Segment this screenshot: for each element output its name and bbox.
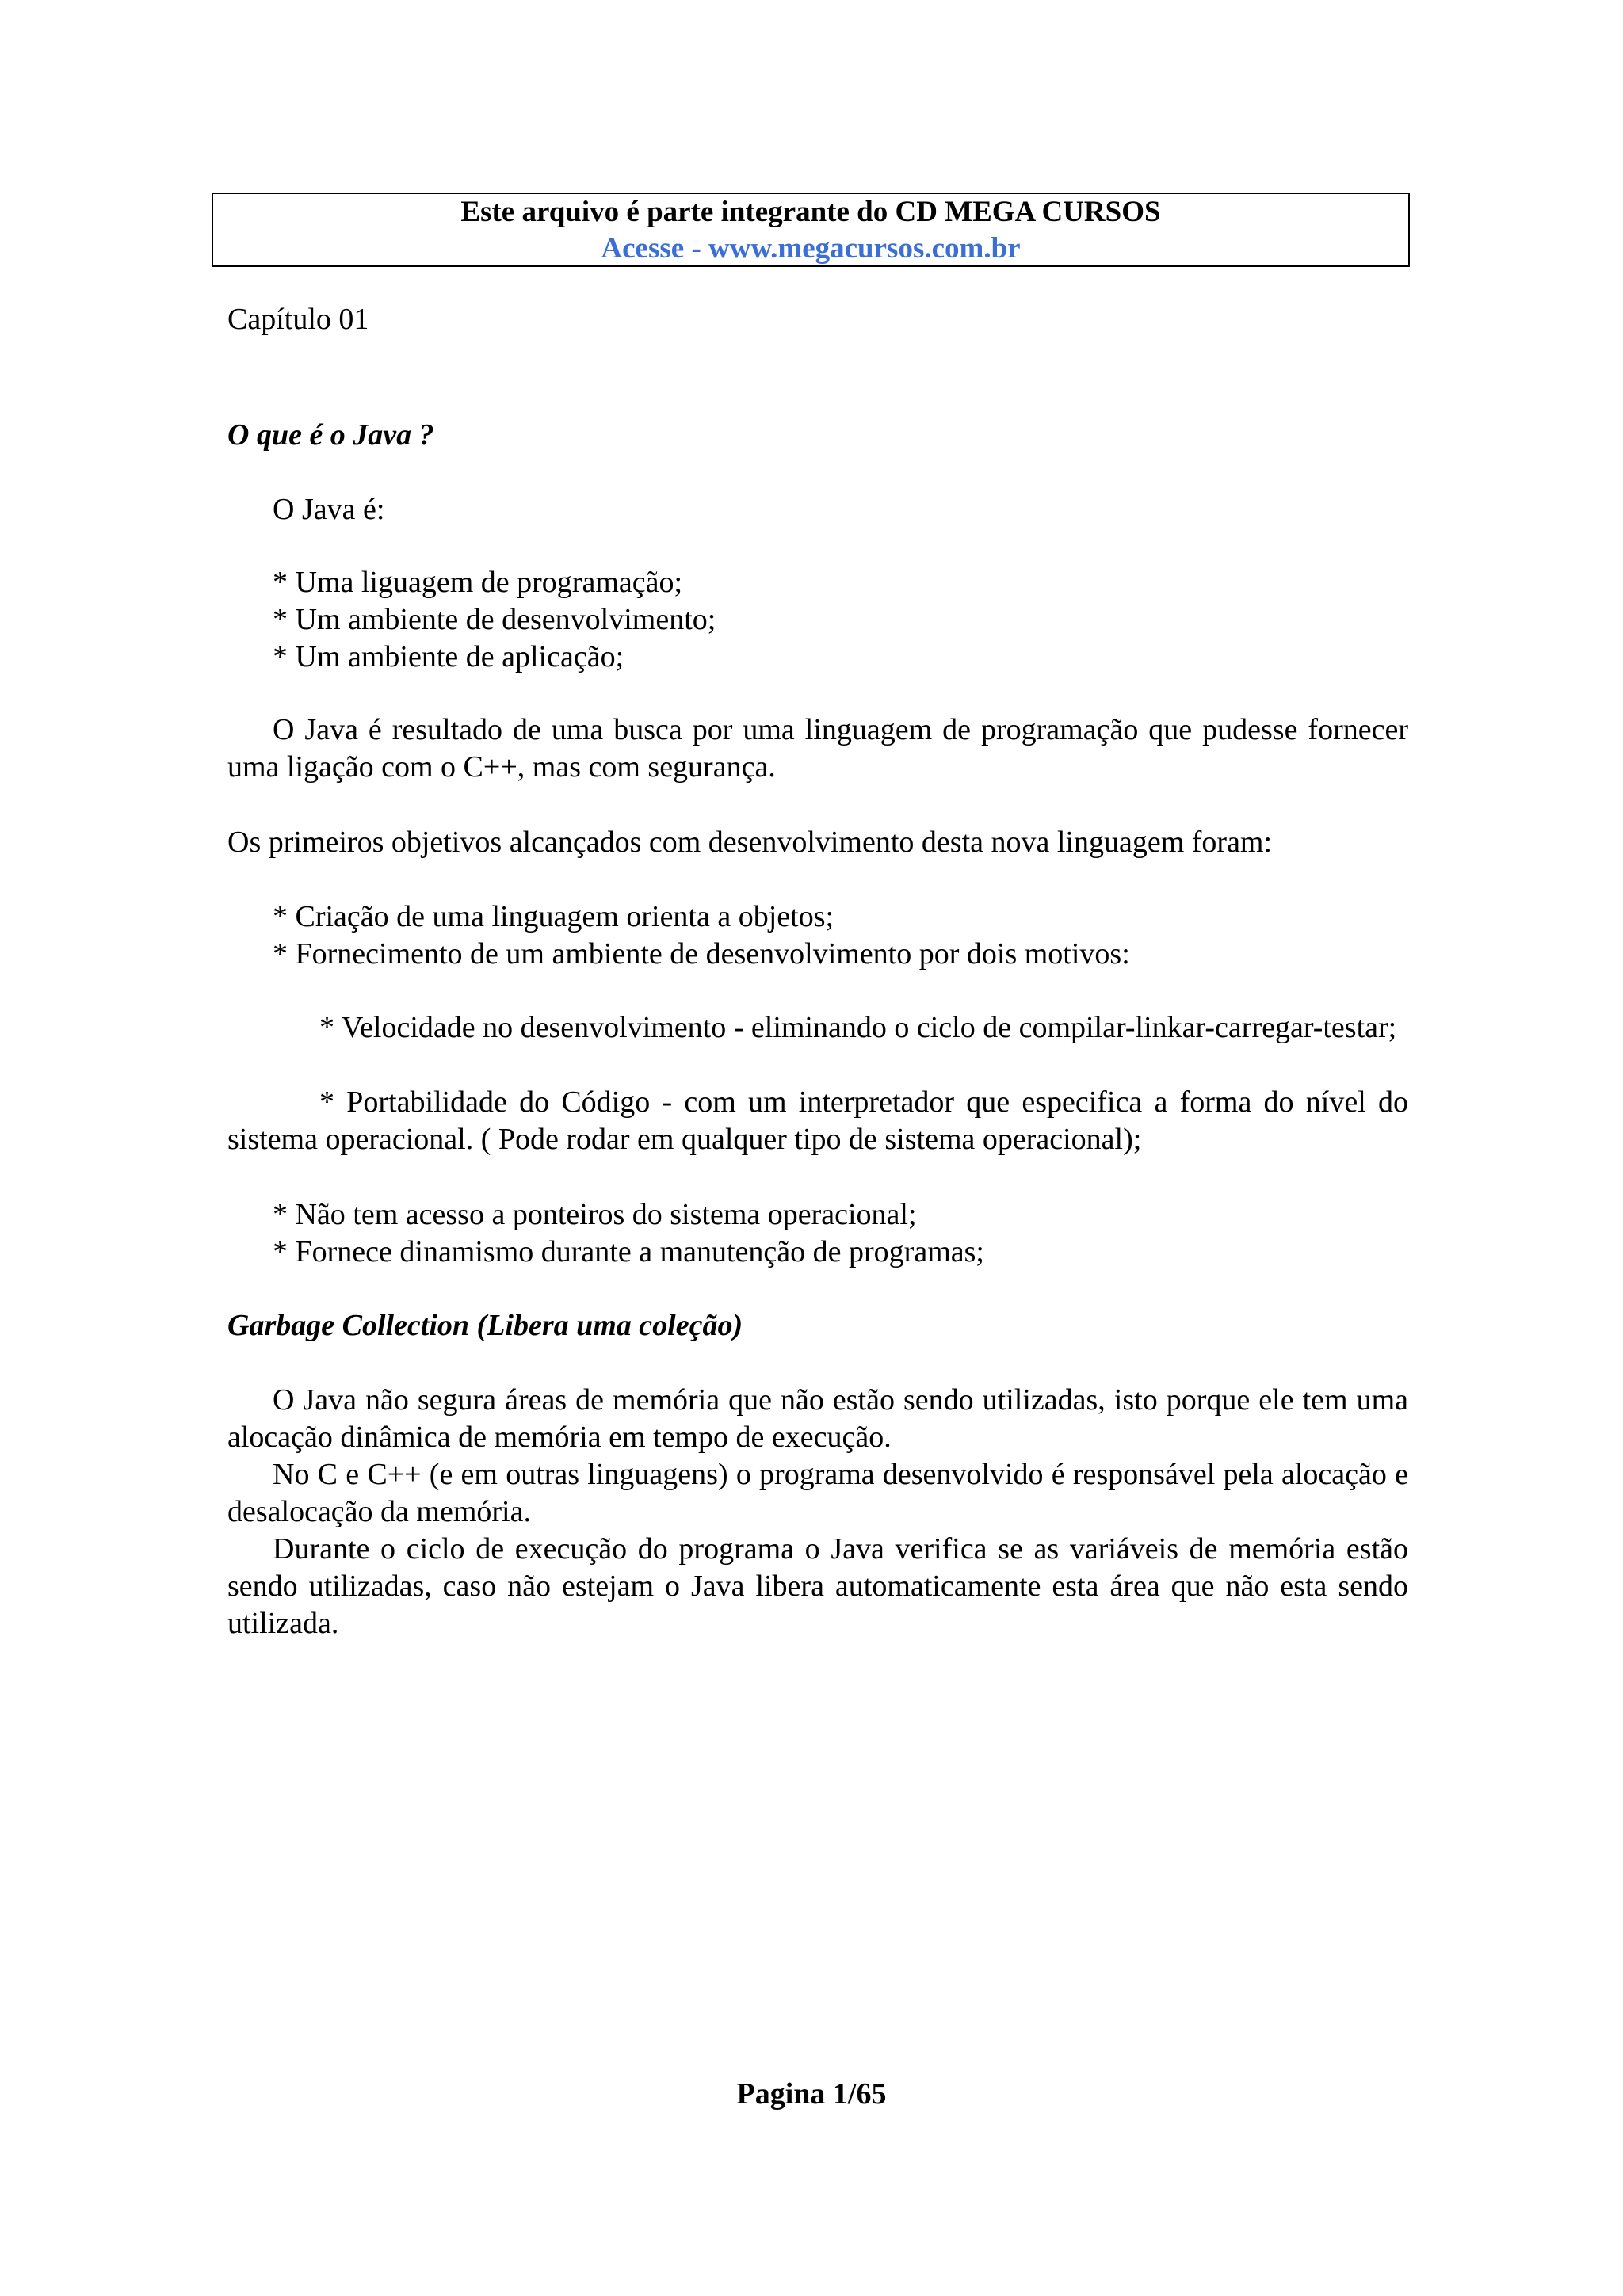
list-item: * Um ambiente de desenvolvimento; [273, 603, 716, 636]
header-banner [212, 193, 1410, 267]
sub-list-item: * Velocidade no desenvolvimento - eliminando o ciclo de compilar-linkar-carregar-testar; [319, 1011, 1397, 1044]
list-item: * Fornece dinamismo durante a manutenção de programas; [273, 1235, 984, 1268]
sub-list-item: * Portabilidade do Código - com um interpretador que especifica a forma do nível do sistema operacional. ( Pode rodar em qualquer tipo de sistema operacional); [227, 1085, 1408, 1156]
list-item: * Fornecimento de um ambiente de desenvolvimento por dois motivos: [273, 937, 1130, 971]
chapter-label: Capítulo 01 [227, 303, 369, 336]
list-item: * Criação de uma linguagem orienta a objetos; [273, 900, 834, 933]
page-number: Pagina 1/65 [736, 2077, 887, 2111]
header-link[interactable]: Acesse - www.megacursos.com.br [601, 232, 1021, 265]
list-item: * Um ambiente de aplicação; [273, 640, 624, 673]
list-item: * Não tem acesso a ponteiros do sistema operacional; [273, 1198, 917, 1231]
paragraph: No C e C++ (e em outras linguagens) o programa desenvolvido é responsável pela alocação e desalocação da memória. [227, 1458, 1408, 1528]
section-heading-garbage-collection: Garbage Collection (Libera uma coleção) [227, 1309, 743, 1342]
section-heading-what-is-java: O que é o Java ? [227, 418, 434, 452]
paragraph: O Java é resultado de uma busca por uma linguagem de programação que pudesse fornecer uma ligação com o C++, mas com segurança. [227, 713, 1408, 784]
list-item: * Uma liguagem de programação; [273, 566, 683, 599]
paragraph: O Java não segura áreas de memória que não estão sendo utilizadas, isto porque ele tem uma alocação dinâmica de memória em tempo de execução. [227, 1383, 1408, 1454]
paragraph: Os primeiros objetivos alcançados com desenvolvimento desta nova linguagem foram: [227, 826, 1273, 859]
header-title: Este arquivo é parte integrante do CD MEGA CURSOS [460, 196, 1161, 228]
paragraph: Durante o ciclo de execução do programa o Java verifica se as variáveis de memória estão sendo utilizadas, caso não estejam o Java libera automaticamente esta área que não esta sendo utilizada. [227, 1532, 1408, 1640]
intro-text: O Java é: [273, 493, 385, 526]
